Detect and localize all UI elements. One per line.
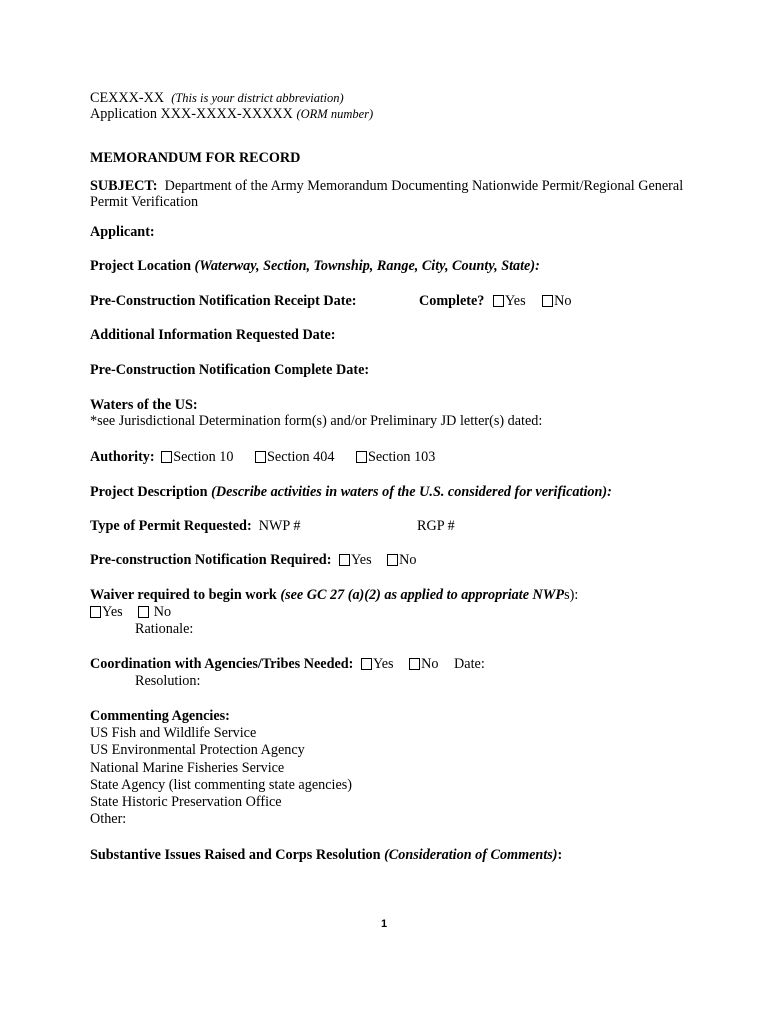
- commenting-label: Commenting Agencies:: [90, 708, 230, 724]
- application-number: Application XXX-XXXX-XXXXX: [90, 106, 293, 122]
- agency-other: Other:: [90, 811, 127, 827]
- section-10-checkbox[interactable]: [161, 451, 172, 463]
- waiver-rationale: Rationale:: [135, 621, 194, 637]
- subject-text: Department of the Army Memorandum Documenting Nationwide Permit/Regional General: [164, 178, 684, 194]
- waiver-yes-checkbox[interactable]: [90, 606, 101, 618]
- complete-yes-checkbox[interactable]: [493, 295, 504, 307]
- waiver-line: [90, 587, 578, 604]
- substantive-issues: Substantive Issues Raised and Corps Resolution (Consideration of Comments):: [90, 847, 563, 863]
- substantive-label: Substantive Issues Raised and Corps Resolution: [90, 847, 381, 863]
- memo-title: MEMORANDUM FOR RECORD: [90, 150, 301, 166]
- authority-label: Authority:: [90, 449, 155, 465]
- permit-type-line: [90, 518, 300, 535]
- coordination-yes-label: Yes: [372, 656, 394, 672]
- complete-label: Complete?: [419, 293, 485, 309]
- section-404-checkbox[interactable]: [255, 451, 266, 463]
- pcn-required-no-label: No: [399, 552, 417, 568]
- section-404-label: Section 404: [267, 449, 335, 465]
- subject-label: SUBJECT:: [90, 178, 158, 194]
- waters-label: Waters of the US:: [90, 397, 198, 413]
- waiver-no-label: No: [153, 604, 172, 620]
- project-description-note: (Describe activities in waters of the U.S. considered for verification):: [211, 484, 612, 500]
- complete-group: [419, 293, 572, 310]
- agency-epa: US Environmental Protection Agency: [90, 742, 305, 758]
- pcn-required-yes-label: Yes: [350, 552, 372, 568]
- complete-no-checkbox[interactable]: [542, 295, 553, 307]
- authority-line: [90, 449, 435, 466]
- agency-fws: US Fish and Wildlife Service: [90, 725, 257, 741]
- district-code: CEXXX-XX: [90, 90, 165, 106]
- coordination-no-checkbox[interactable]: [409, 658, 420, 670]
- subject-line-1: [90, 178, 683, 195]
- pcn-receipt-label: Pre-Construction Notification Receipt Date:: [90, 293, 357, 309]
- district-note: (This is your district abbreviation): [171, 91, 344, 105]
- waiver-note: (see GC 27 (a)(2) as applied to appropriate NWP: [280, 587, 565, 603]
- section-103-label: Section 103: [367, 449, 436, 465]
- project-description: [90, 484, 612, 501]
- pcn-required-yes-checkbox[interactable]: [339, 554, 350, 566]
- waiver-note-tail: s):: [564, 587, 579, 603]
- complete-no-label: No: [554, 293, 572, 309]
- substantive-note: (Consideration of Comments): [384, 847, 558, 863]
- subject-line-2: Permit Verification: [90, 194, 199, 210]
- agency-state: State Agency (list commenting state agencies): [90, 777, 352, 793]
- waiver-no-checkbox[interactable]: [138, 606, 149, 618]
- pcn-required-no-checkbox[interactable]: [387, 554, 398, 566]
- waiver-label: Waiver required to begin work: [90, 587, 277, 603]
- coordination-resolution: Resolution:: [135, 673, 201, 689]
- project-location-note: (Waterway, Section, Township, Range, City, County, State):: [194, 258, 540, 274]
- agency-nmfs: National Marine Fisheries Service: [90, 760, 285, 776]
- section-103-checkbox[interactable]: [356, 451, 367, 463]
- project-location-label: Project Location: [90, 258, 191, 274]
- coordination-line: [90, 656, 485, 673]
- waiver-yes-label: Yes: [102, 604, 123, 620]
- pcn-required-line: [90, 552, 417, 569]
- applicant-label: Applicant:: [90, 224, 155, 240]
- pcn-complete-label: Pre-Construction Notification Complete Date:: [90, 362, 370, 378]
- complete-yes-label: Yes: [504, 293, 526, 309]
- pcn-required-label: Pre-construction Notification Required:: [90, 552, 332, 568]
- waters-note: *see Jurisdictional Determination form(s) and/or Preliminary JD letter(s) dated:: [90, 413, 543, 429]
- application-note: (ORM number): [296, 107, 374, 121]
- project-location: [90, 258, 540, 275]
- coordination-date-label: Date:: [454, 656, 485, 672]
- coordination-label: Coordination with Agencies/Tribes Needed:: [90, 656, 354, 672]
- coordination-no-label: No: [421, 656, 439, 672]
- rgp-label: RGP #: [417, 518, 455, 534]
- coordination-yes-checkbox[interactable]: [361, 658, 372, 670]
- pcn-receipt-line: [90, 293, 356, 310]
- project-description-label: Project Description: [90, 484, 208, 500]
- additional-info-label: Additional Information Requested Date:: [90, 327, 336, 343]
- agency-shpo: State Historic Preservation Office: [90, 794, 282, 810]
- permit-type-label: Type of Permit Requested:: [90, 518, 252, 534]
- section-10-label: Section 10: [173, 449, 234, 465]
- district-line: [90, 90, 344, 107]
- page-number: 1: [380, 918, 388, 930]
- waiver-options: [90, 604, 171, 621]
- nwp-label: NWP #: [258, 518, 301, 534]
- application-line: [90, 106, 373, 123]
